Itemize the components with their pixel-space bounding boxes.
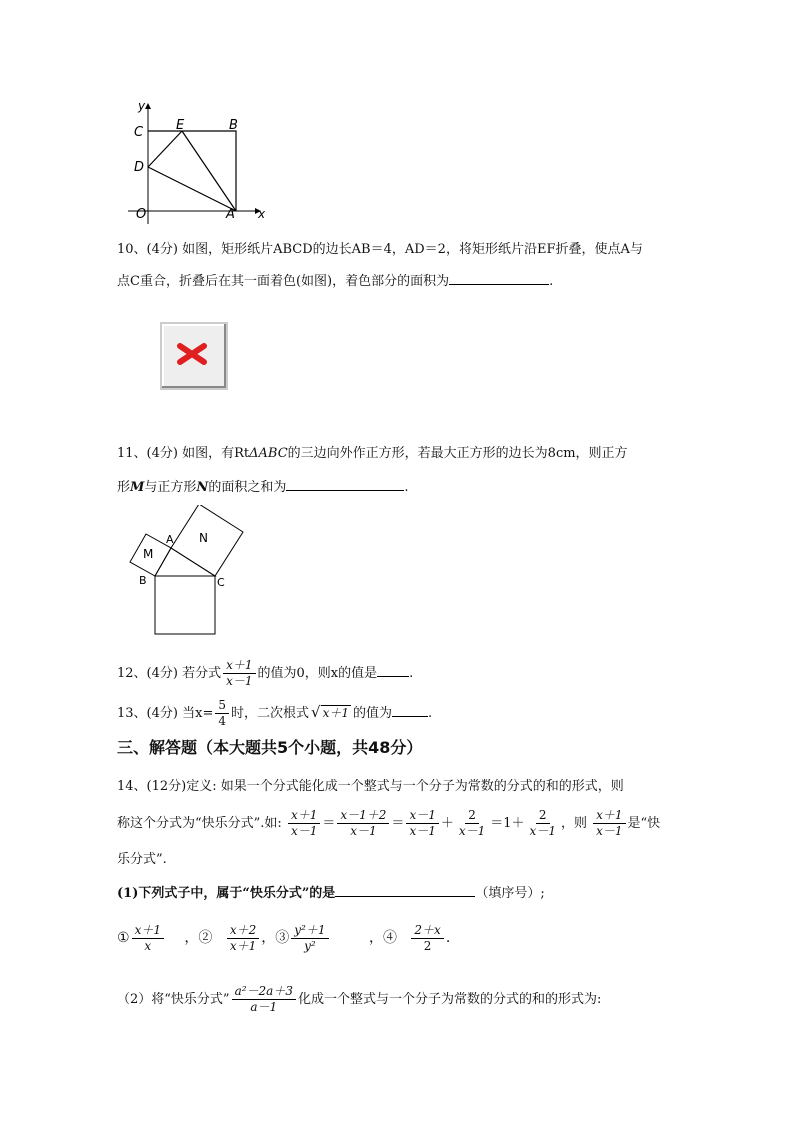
q14-number: 14、(12分): [117, 779, 187, 794]
broken-image-icon: [160, 322, 224, 386]
q12-line: [117, 656, 413, 692]
q14-options: [117, 918, 450, 958]
q11-text1a: 如图，有: [182, 446, 235, 461]
q11-text2c: 的面积之和为: [208, 480, 287, 495]
q11-rt: Rt: [234, 446, 250, 461]
q12-text-a: 若分式: [182, 666, 222, 681]
q12-number: 12、(4分): [117, 666, 178, 681]
q14-part1-blank[interactable]: [335, 882, 475, 897]
label-d: D: [134, 160, 145, 175]
q14-part2-fraction: $\frac{\text{a²－2a＋3}}{a-1}$: [232, 984, 296, 1015]
q14-plus: ＋: [440, 816, 454, 831]
q13-line: [117, 694, 432, 732]
q10-number: 10、(4分): [117, 242, 178, 257]
q12-text-b: 的值为0，则x的值是: [257, 666, 378, 681]
q10-period: .: [549, 274, 554, 289]
q14-option4: $\frac{2+x}{2}$: [411, 923, 443, 954]
q14-option1: $\frac{x+1}{x}$: [132, 923, 164, 954]
q14-line2: [117, 804, 660, 844]
label-n: N: [199, 531, 208, 545]
q14-option2-marker: ，②: [184, 930, 213, 946]
q14-part2-text-a: （2）将“快乐分式”: [117, 992, 230, 1007]
label-e: E: [176, 118, 185, 133]
q13-radical: √ x＋1: [311, 703, 349, 721]
label-a2: A: [166, 533, 174, 546]
q13-text-a: 当x=: [182, 706, 214, 721]
q11-text2b: 与正方形: [144, 480, 197, 495]
q14-line3: [117, 850, 167, 870]
q11-period: .: [404, 480, 409, 495]
label-c: C: [134, 125, 144, 140]
q14-frac5: $\frac{2}{x-1}$: [529, 808, 556, 838]
q14-frac4: $\frac{2}{x-1}$: [458, 808, 486, 838]
q13-text-c: 的值为: [352, 706, 392, 721]
label-a: A: [226, 207, 235, 222]
q11-m: M: [130, 480, 145, 495]
q14-text2a: 称这个分式为“快乐分式”.如:: [117, 816, 282, 831]
section3-title: 三、解答题（本大题共5个小题，共48分）: [117, 738, 423, 757]
q14-part1-end: （填序号）;: [475, 886, 545, 901]
q10-line1: [117, 240, 643, 260]
q14-frac6: $\frac{x+1}{x-1}$: [593, 808, 625, 839]
label-b2: B: [139, 574, 147, 587]
q14-frac2: $\frac{x-1+2}{x-1}$: [337, 808, 389, 839]
q14-text3: 乐分式”.: [117, 852, 167, 867]
q14-option1-marker: ①: [117, 930, 130, 946]
q14-text1: 定义: 如果一个分式能化成一个整式与一个分子为常数的分式的和的形式，则: [186, 779, 624, 794]
q11-text2a: 形: [117, 480, 131, 495]
q13-number: 13、(4分): [117, 706, 178, 721]
q11-line2: [117, 476, 408, 498]
label-c2: C: [217, 576, 225, 589]
q11-text1b: 的三边向外作正方形，若最大正方形的边长为8cm，则正方: [287, 446, 628, 461]
q11-number: 11、(4分): [117, 446, 178, 461]
q14-option4-marker: ，④: [368, 930, 397, 946]
q14-eq1: ＝: [322, 816, 336, 831]
q11-line1: [117, 444, 628, 464]
q14-options-end: .: [445, 930, 451, 946]
q13-period: .: [427, 706, 433, 721]
q12-fraction: $\frac{x+1}{x-1}$: [223, 658, 255, 689]
q12-period: .: [409, 666, 414, 681]
label-x: x: [258, 207, 266, 221]
q14-eq2: ＝: [391, 816, 405, 831]
q10-text1: 如图，矩形纸片ABCD的边长AB＝4，AD＝2，将矩形纸片沿EF折叠，使点A与: [182, 242, 643, 257]
q13-fraction: $\frac{5}{4}$: [215, 698, 229, 729]
q14-part1-text: (1)下列式子中，属于“快乐分式”的是: [117, 886, 336, 901]
q14-option3: $\frac{\text{y²＋1}}{\text{y²}}$: [291, 923, 328, 954]
q13-answer-blank[interactable]: [392, 702, 428, 717]
broken-image: [160, 322, 228, 390]
q10-text2: 点C重合，折叠后在其一面着色(如图)，着色部分的面积为: [117, 274, 450, 289]
q10-answer-blank[interactable]: [449, 270, 549, 285]
figure-rectangle-fold: [120, 96, 280, 226]
label-y: y: [138, 99, 146, 113]
q14-is: 是“快: [627, 816, 661, 831]
q10-line2: [117, 270, 553, 292]
q14-frac3: $\frac{x-1}{x-1}$: [406, 808, 438, 839]
q14-eq3: ＝1＋: [490, 816, 525, 831]
q11-n: N: [196, 480, 209, 495]
q11-triangle: ΔABC: [249, 446, 288, 461]
q14-part2: [117, 980, 601, 1020]
label-b: B: [229, 118, 238, 133]
q14-line1: [117, 777, 624, 797]
q12-answer-blank[interactable]: [377, 662, 409, 677]
q14-part1: [117, 882, 545, 904]
q13-text-b: 时，二次根式: [230, 706, 309, 721]
q14-option3-marker: ，③: [261, 930, 290, 946]
q14-option2: $\frac{x+2}{x+1}$: [227, 923, 259, 954]
q14-then: ，则: [560, 816, 587, 831]
label-m: M: [143, 547, 154, 561]
q14-part2-text-b: 化成一个整式与一个分子为常数的分式的和的形式为:: [297, 992, 602, 1007]
q11-answer-blank[interactable]: [286, 476, 404, 491]
figure-pythagoras-squares: [122, 505, 262, 640]
q14-frac1: $\frac{x+1}{x-1}$: [288, 808, 320, 839]
label-o: O: [136, 207, 147, 222]
